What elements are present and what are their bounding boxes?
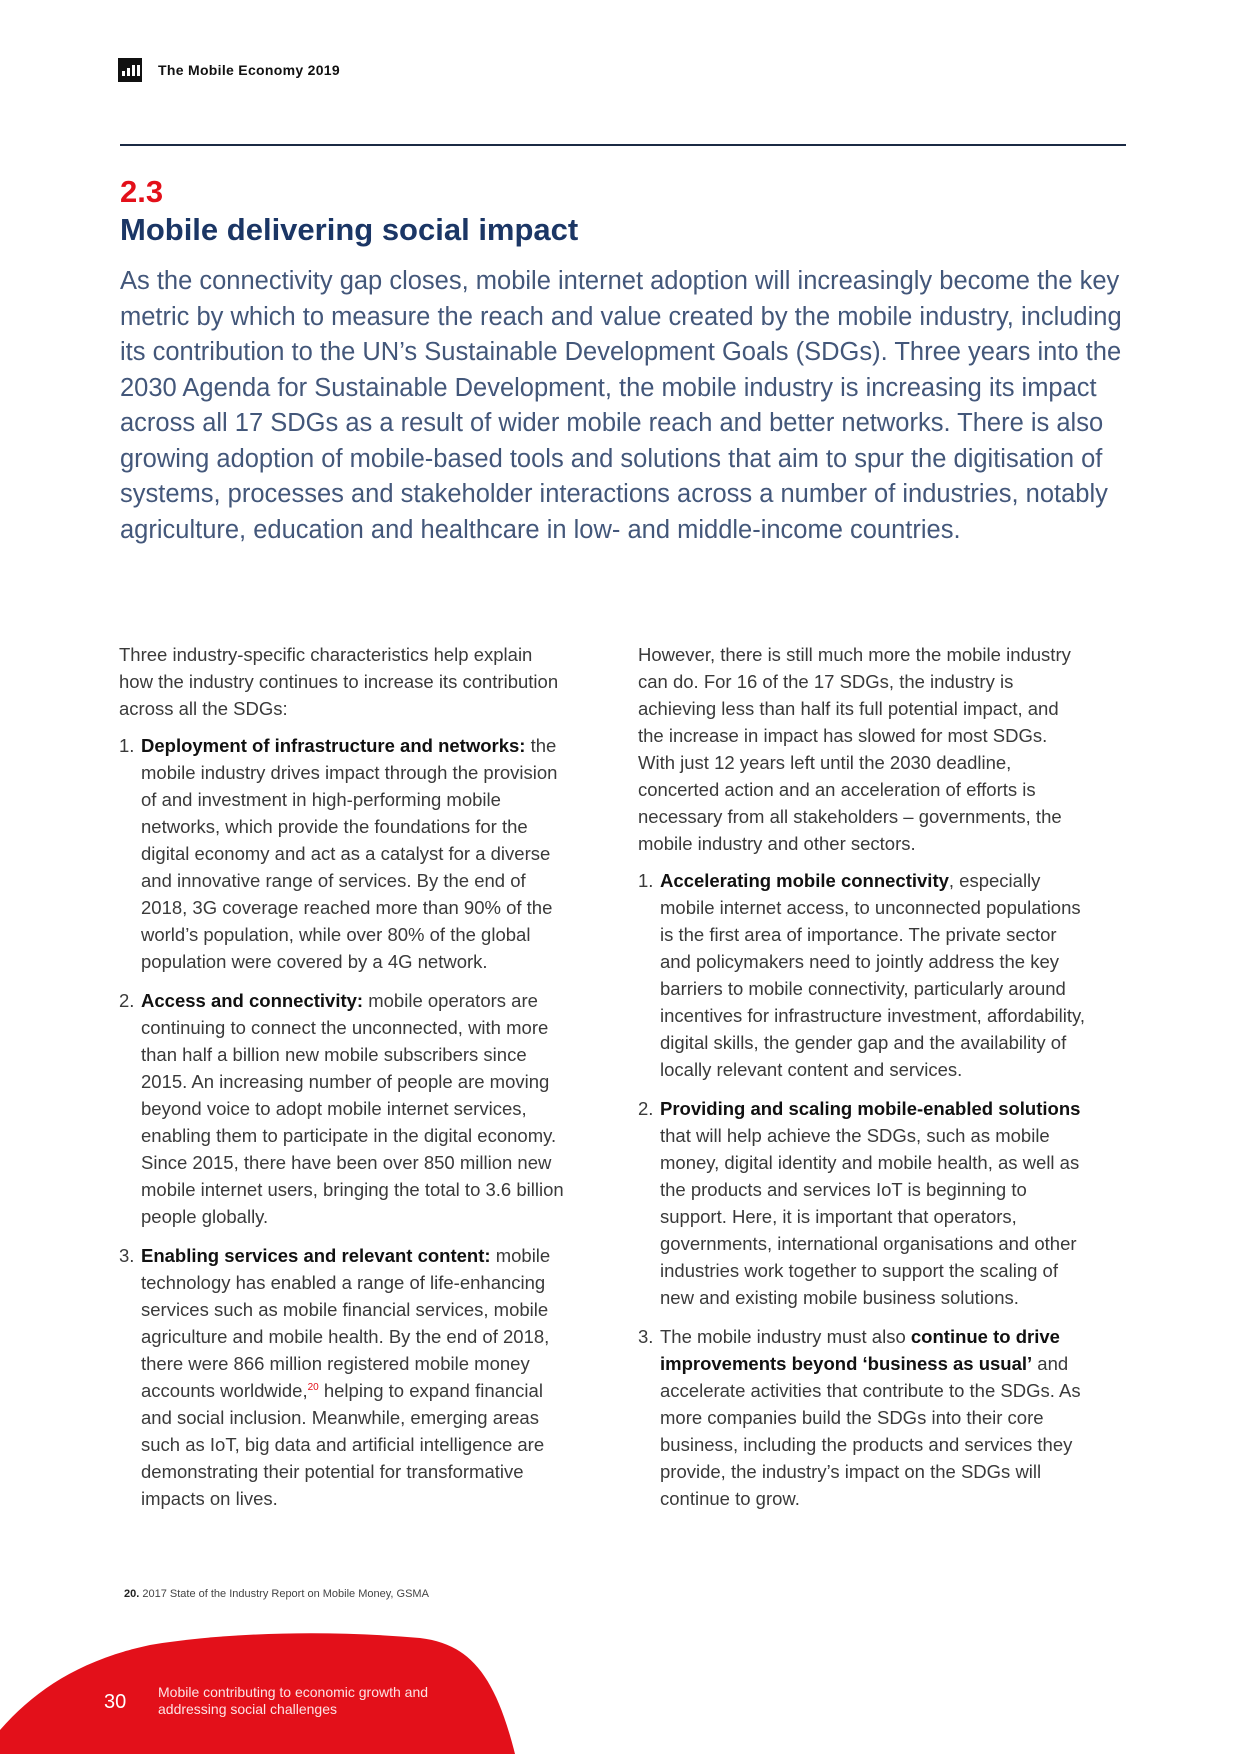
report-title: The Mobile Economy 2019 <box>158 62 340 78</box>
list-item: 1. Accelerating mobile connectivity, especially mobile internet access, to unconnected populations is the first area of importance. The private sector and policymakers need to jointly address the key barriers to mobile connectivity, particularly around incentives for infrastructure investment, affordability, digital skills, the gender gap and the availability of locally relevant content and services. <box>638 870 1086 1080</box>
actions-list <box>638 867 1086 1512</box>
list-item: 3. Enabling services and relevant content: mobile technology has enabled a range of life-enhancing services such as mobile financial services, mobile agriculture and mobile health. By the end of 2018, there were 866 million registered mobile money accounts worldwide,$^{20}$ helping to expand financial and social inclusion. Meanwhile, emerging areas such as IoT, big data and artificial intelligence are demonstrating their potential for transformative impacts on lives. <box>119 1245 551 1509</box>
left-column <box>119 641 567 1524</box>
footnote-reference[interactable]: 20 <box>307 1381 319 1393</box>
header-divider <box>120 144 1126 146</box>
footnote: 20. 2017 State of the Industry Report on Mobile Money, GSMA <box>124 1588 429 1600</box>
right-lead-paragraph: However, there is still much more the mobile industry can do. For 16 of the 17 SDGs, the industry is achieving less than half its full potential impact, and the increase in impact has slowed for most SDGs. With just 12 years left until the 2030 deadline, concerted action and an acceleration of efforts is necessary from all stakeholders – governments, the mobile industry and other sectors. <box>638 644 1071 854</box>
characteristics-list <box>119 732 567 1512</box>
list-item: 3. The mobile industry must also continue to drive improvements beyond ‘business as usual’ and accelerate activities that contribute to the SDGs. As more companies build the SDGs into their core business, including the products and services they provide, the industry’s impact on the SDGs will continue to grow. <box>638 1326 1081 1509</box>
page-number: 30 <box>104 1691 127 1713</box>
list-item: 2. Access and connectivity: mobile operators are continuing to connect the unconnected, with more than half a billion new mobile subscribers since 2015. An increasing number of people are moving beyond voice to adopt mobile internet services, enabling them to participate in the digital economy. Since 2015, there have been over 850 million new mobile internet users, bringing the total to 3.6 billion people globally. <box>119 990 564 1227</box>
section-number: 2.3 <box>120 174 164 209</box>
page-header <box>118 58 340 82</box>
list-item: 1. Deployment of infrastructure and networks: the mobile industry drives impact through the provision of and investment in high-performing mobile networks, which provide the foundations for the digital economy and act as a catalyst for a diverse and innovative range of services. By the end of 2018, 3G coverage reached more than 90% of the world’s population, while over 80% of the global population were covered by a 4G network. <box>119 735 558 972</box>
section-title: Mobile delivering social impact <box>120 212 579 247</box>
left-lead-paragraph: Three industry-specific characteristics help explain how the industry continues to increase its contribution across all the SDGs: <box>119 644 559 719</box>
intro-paragraph: As the connectivity gap closes, mobile internet adoption will increasingly become the key metric by which to measure the reach and value created by the mobile industry, including its contribution to the UN’s Sustainable Development Goals (SDGs). Three years into the 2030 Agenda for Sustainable Development, the mobile industry is increasing its impact across all 17 SDGs as a result of wider mobile reach and better networks. There is also growing adoption of mobile-based tools and solutions that aim to spur the digitisation of systems, processes and stakeholder interactions across a number of industries, notably agriculture, education and healthcare in low- and middle-income countries. <box>120 267 1122 544</box>
list-item: 2. Providing and scaling mobile-enabled solutions that will help achieve the SDGs, such as mobile money, digital identity and mobile health, as well as the products and services IoT is beginning to support. Here, it is important that operators, governments, international organisations and other industries work together to support the scaling of new and existing mobile business solutions. <box>638 1098 1081 1308</box>
right-column <box>638 641 1086 1524</box>
footer-caption: Mobile contributing to economic growth and addressing social challenges <box>158 1684 429 1717</box>
gsma-logo-icon <box>118 58 142 82</box>
